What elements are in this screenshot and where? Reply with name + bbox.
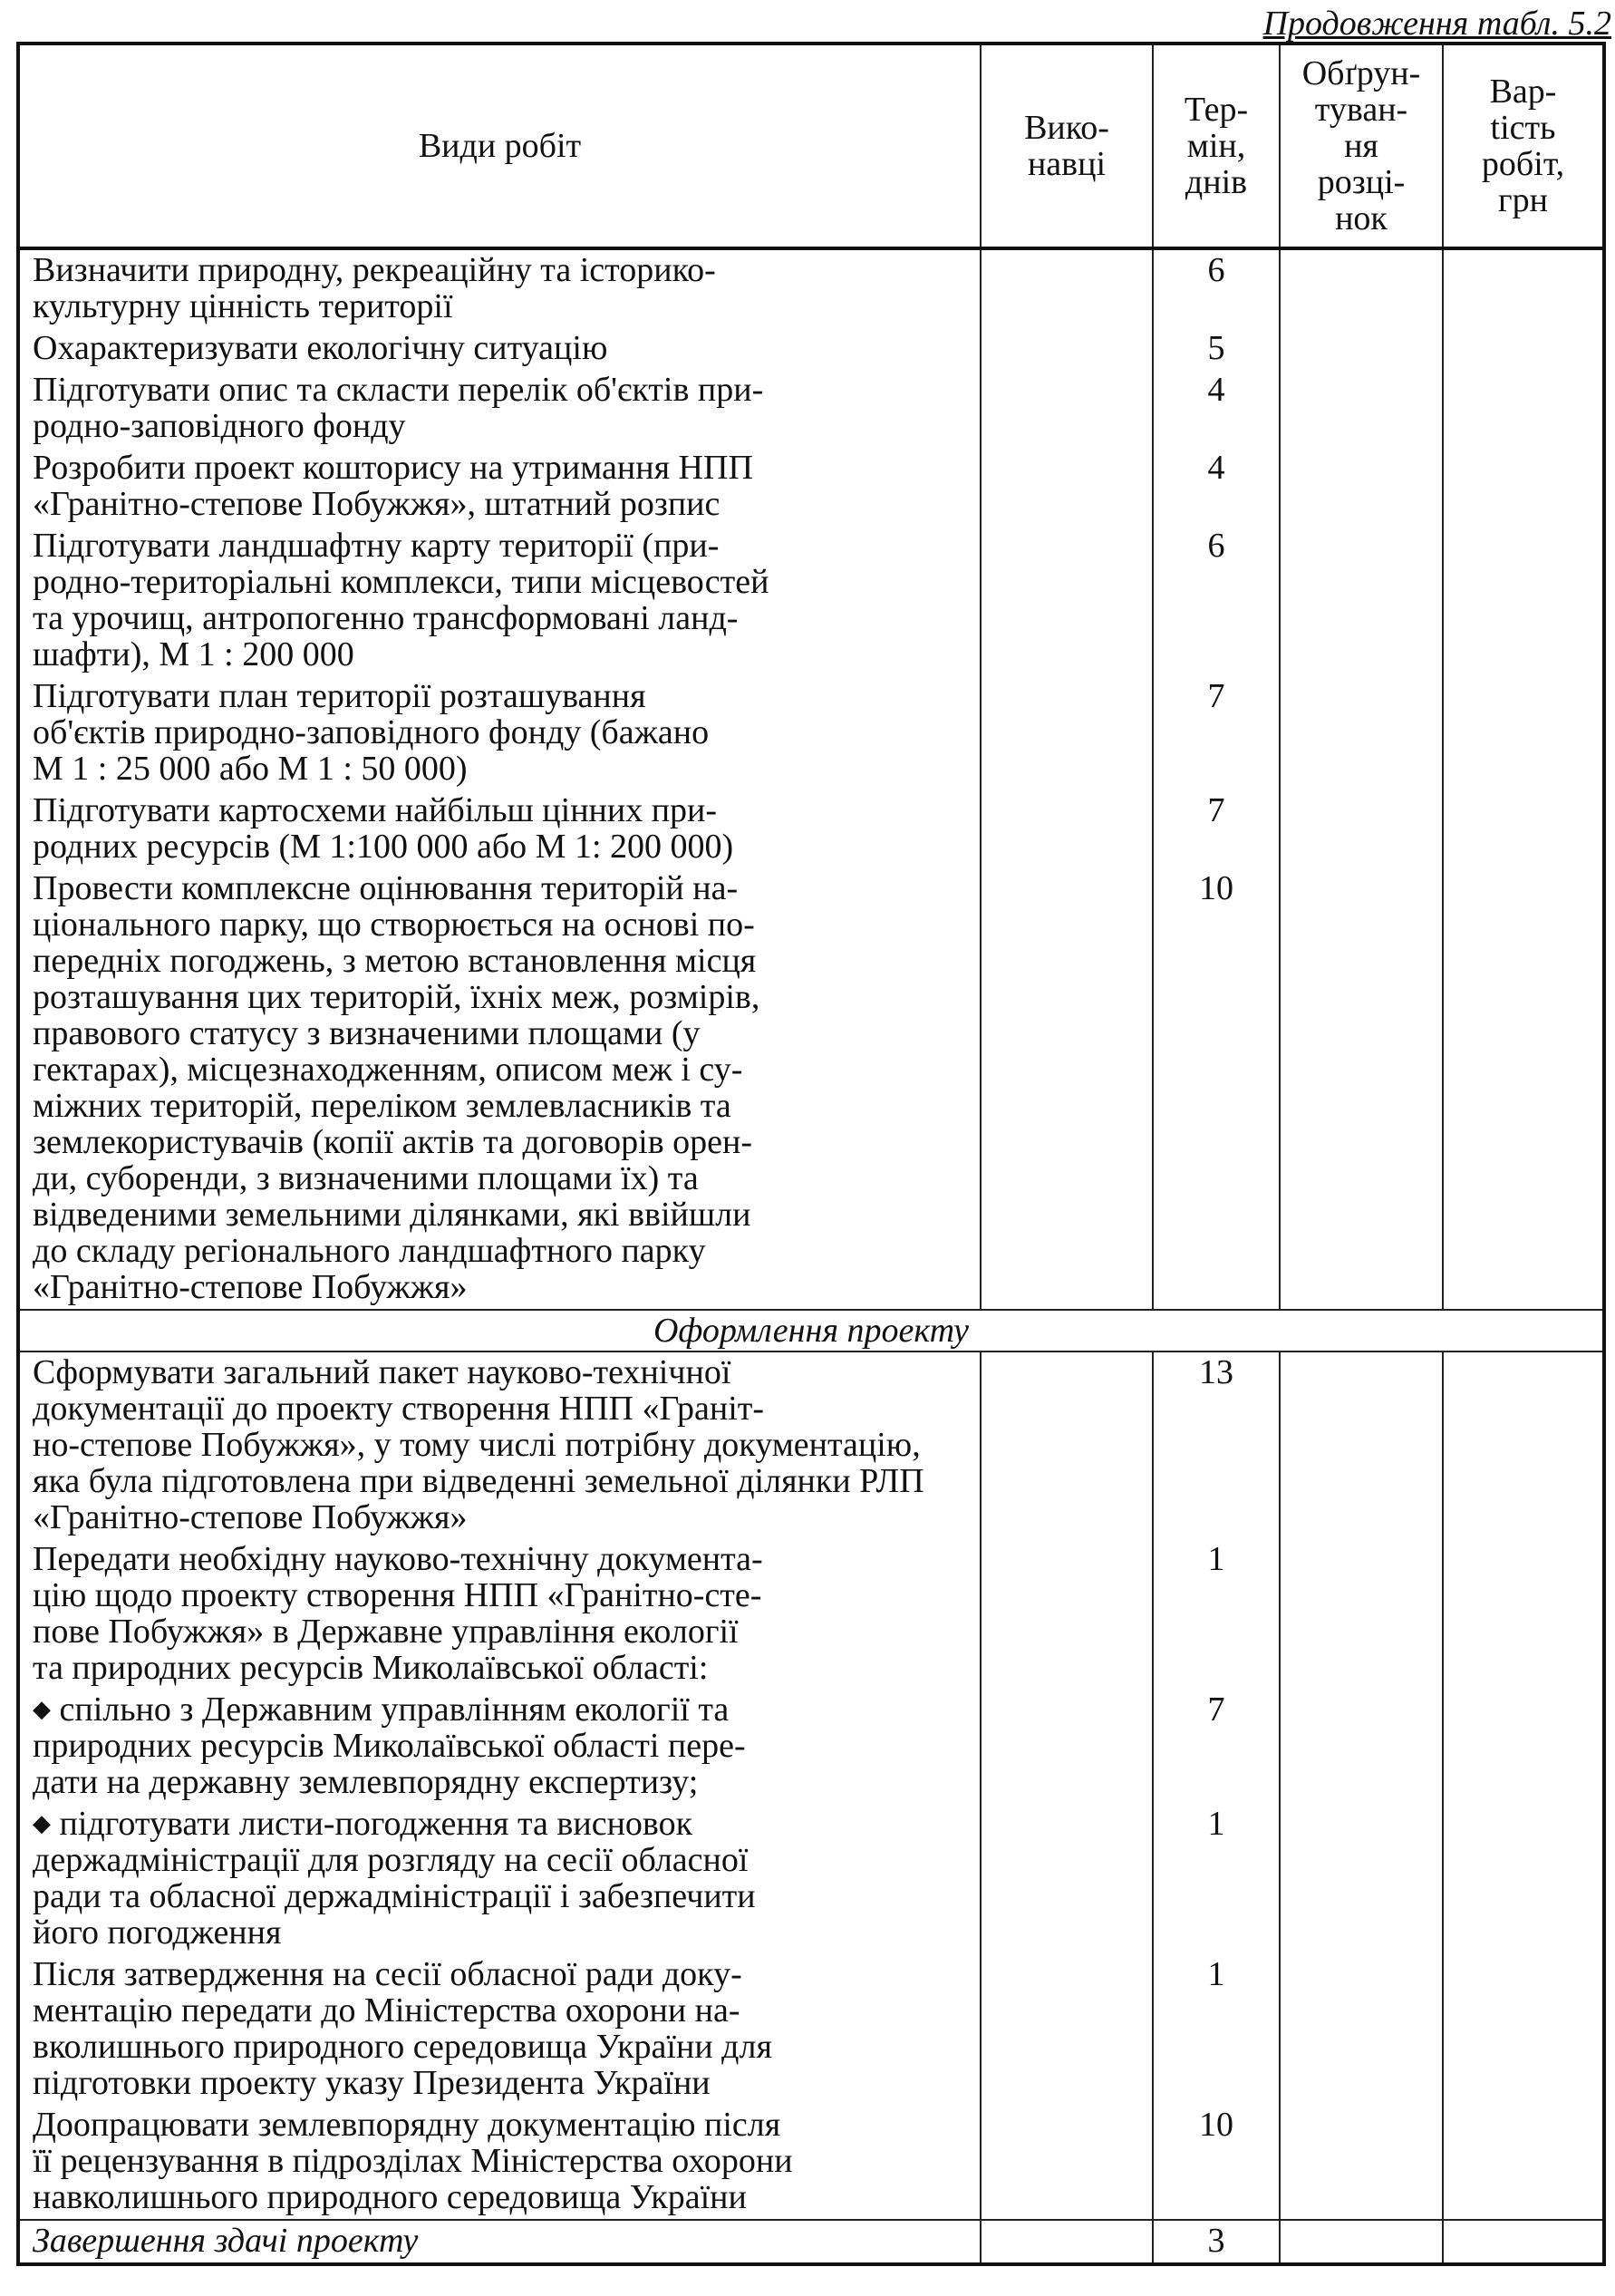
table-row — [18, 1954, 1604, 2105]
section-row-design — [18, 1310, 1604, 1351]
cost-cell — [1443, 868, 1604, 1310]
table-caption: Продовження табл. 5.2 — [1262, 5, 1611, 43]
executors-cell — [981, 1804, 1153, 1954]
work-description: Сформувати загальний пакет науково-технічної документації до проекту створення НПП «Граніт- но-степове Побужжя», у тому числі потрібну документацію, яка була підготовлена при відведенні земельної ділянки РЛП «Гранітно-степове Побужжя» — [18, 1351, 981, 1539]
term-days-cell: 10 — [1153, 868, 1280, 1310]
justification-cell — [1280, 1804, 1443, 1954]
cost-cell — [1443, 790, 1604, 868]
term-days-cell: 1 — [1153, 1539, 1280, 1690]
executors-cell — [981, 248, 1153, 328]
term-days-cell: 7 — [1153, 790, 1280, 868]
term-days-cell: 7 — [1153, 1690, 1280, 1804]
justification-cell — [1280, 448, 1443, 526]
executors-cell — [981, 676, 1153, 790]
table-row — [18, 1351, 1604, 1539]
header-term-days: Тер- мін, днів — [1153, 44, 1280, 248]
justification-cell — [1280, 1351, 1443, 1539]
executors-cell — [981, 526, 1153, 676]
justification-cell — [1280, 370, 1443, 448]
cost-cell — [1443, 1351, 1604, 1539]
justification-cell — [1280, 676, 1443, 790]
header-executors: Вико- навці — [981, 44, 1153, 248]
table-row-final — [18, 2220, 1604, 2264]
work-description — [18, 1804, 981, 1954]
executors-cell — [981, 790, 1153, 868]
diamond-bullet-icon: ◆ — [33, 1810, 51, 1836]
executors-cell — [981, 370, 1153, 448]
executors-cell — [981, 328, 1153, 370]
justification-cell — [1280, 1954, 1443, 2105]
bullet-text: підготувати листи-погодження та висновок держадміністрації для розгляду на сесії обласної ради та обласної держадміністрації і забезпечити його погодження — [33, 1805, 756, 1952]
table-row — [18, 676, 1604, 790]
diamond-bullet-icon: ◆ — [33, 1696, 51, 1722]
work-description: Підготувати ландшафтну карту території (при- родно-територіальні комплекси, типи місцевостей та урочищ, антропогенно трансформовані ланд- шафти), М 1 : 200 000 — [18, 526, 981, 676]
cost-cell — [1443, 526, 1604, 676]
table-header-row — [18, 44, 1604, 248]
term-days-cell: 3 — [1153, 2220, 1280, 2264]
cost-cell — [1443, 676, 1604, 790]
justification-cell — [1280, 526, 1443, 676]
term-days-cell: 6 — [1153, 526, 1280, 676]
term-days-cell: 1 — [1153, 1954, 1280, 2105]
work-description: Підготувати опис та скласти перелік об'єктів при- родно-заповідного фонду — [18, 370, 981, 448]
bullet-text: спільно з Державним управлінням екології та природних ресурсів Миколаївської області пере- дати на державну землевпорядну експертизу; — [33, 1691, 746, 1801]
table-row — [18, 1539, 1604, 1690]
justification-cell — [1280, 868, 1443, 1310]
table-row — [18, 328, 1604, 370]
cost-cell — [1443, 370, 1604, 448]
table-row — [18, 248, 1604, 328]
work-description: Підготувати картосхеми найбільш цінних при- родних ресурсів (М 1:100 000 або М 1: 200 000) — [18, 790, 981, 868]
table-row — [18, 1804, 1604, 1954]
cost-cell — [1443, 1954, 1604, 2105]
table-row — [18, 790, 1604, 868]
justification-cell — [1280, 790, 1443, 868]
work-description: Доопрацювати землевпорядну документацію після її рецензування в підрозділах Міністерства охорони навколишнього природного середовища України — [18, 2105, 981, 2220]
executors-cell — [981, 1954, 1153, 2105]
executors-cell — [981, 2105, 1153, 2220]
work-description: Передати необхідну науково-технічну документа- цію щодо проекту створення НПП «Гранітно-сте- пове Побужжя» в Державне управління екології та природних ресурсів Миколаївської області: — [18, 1539, 981, 1690]
cost-cell — [1443, 1539, 1604, 1690]
work-description: Підготувати план території розташування об'єктів природно-заповідного фонду (бажано М 1 : 25 000 або М 1 : 50 000) — [18, 676, 981, 790]
justification-cell — [1280, 1690, 1443, 1804]
justification-cell — [1280, 328, 1443, 370]
cost-cell — [1443, 248, 1604, 328]
term-days-cell: 5 — [1153, 328, 1280, 370]
work-description: Після затвердження на сесії обласної ради доку- ментацію передати до Міністерства охорони на- вколишнього природного середовища України для підготовки проекту указу Президента України — [18, 1954, 981, 2105]
table-row — [18, 526, 1604, 676]
table-row — [18, 370, 1604, 448]
justification-cell — [1280, 2105, 1443, 2220]
header-cost-justification: Обґрун- туван- ня розці- нок — [1280, 44, 1443, 248]
table-row — [18, 1690, 1604, 1804]
cost-cell — [1443, 2220, 1604, 2264]
header-work-types: Види робіт — [18, 44, 981, 248]
executors-cell — [981, 868, 1153, 1310]
cost-cell — [1443, 328, 1604, 370]
executors-cell — [981, 1690, 1153, 1804]
table-row — [18, 2105, 1604, 2220]
work-description: Охарактеризувати екологічну ситуацію — [18, 328, 981, 370]
work-description: Провести комплексне оцінювання територій на- ціонального парку, що створюється на основі по- передніх погоджень, з метою встановлення місця розташування цих територій, їхніх меж, розмірів, правового статусу з визначеними площами (у гектарах), місцезнаходженням, описом меж і су- міжних територій, переліком землевласників та землекористувачів (копії актів та договорів орен- ди, суборенди, з визначеними площами їх) та відведеними земельними ділянками, які ввійшли до складу регіонального ландшафтного парку «Гранітно-степове Побужжя» — [18, 868, 981, 1310]
justification-cell — [1280, 2220, 1443, 2264]
term-days-cell: 10 — [1153, 2105, 1280, 2220]
term-days-cell: 4 — [1153, 370, 1280, 448]
work-schedule-table — [16, 42, 1606, 2266]
term-days-cell: 4 — [1153, 448, 1280, 526]
section-title: Оформлення проекту — [18, 1310, 1604, 1351]
cost-cell — [1443, 1690, 1604, 1804]
executors-cell — [981, 1351, 1153, 1539]
term-days-cell: 6 — [1153, 248, 1280, 328]
executors-cell — [981, 448, 1153, 526]
cost-cell — [1443, 448, 1604, 526]
term-days-cell: 7 — [1153, 676, 1280, 790]
work-description: Завершення здачі проекту — [18, 2220, 981, 2264]
table-row — [18, 868, 1604, 1310]
term-days-cell: 13 — [1153, 1351, 1280, 1539]
term-days-cell: 1 — [1153, 1804, 1280, 1954]
work-description: Визначити природну, рекреаційну та історико- культурну цінність території — [18, 248, 981, 328]
table-row — [18, 448, 1604, 526]
work-description — [18, 1690, 981, 1804]
justification-cell — [1280, 248, 1443, 328]
executors-cell — [981, 1539, 1153, 1690]
cost-cell — [1443, 1804, 1604, 1954]
executors-cell — [981, 2220, 1153, 2264]
cost-cell — [1443, 2105, 1604, 2220]
work-description: Розробити проект кошторису на утримання НПП «Гранітно-степове Побужжя», штатний розпис — [18, 448, 981, 526]
justification-cell — [1280, 1539, 1443, 1690]
header-cost-uah: Вар- tість робіт, грн — [1443, 44, 1604, 248]
